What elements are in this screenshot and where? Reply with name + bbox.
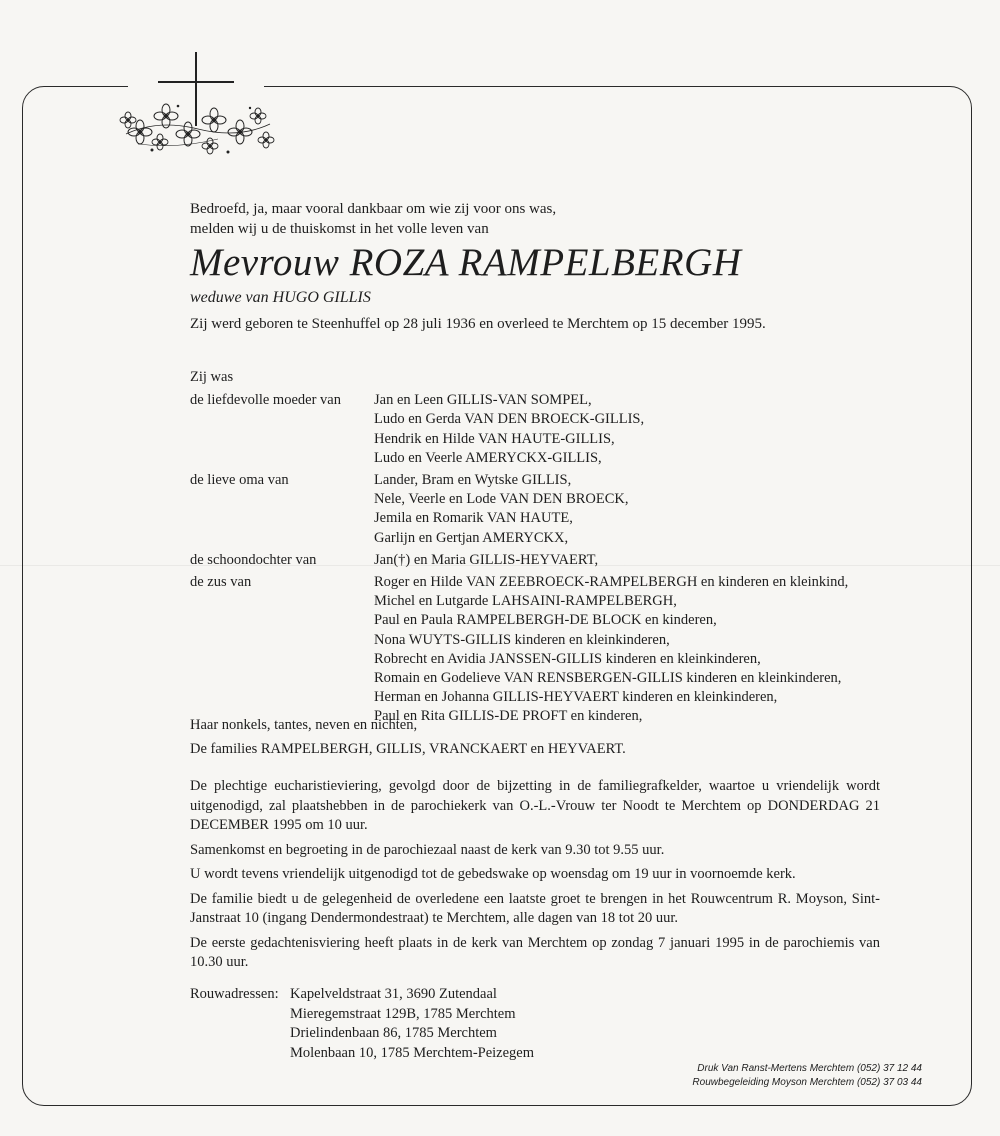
intro-line: melden wij u de thuiskomst in het volle leven van	[190, 220, 489, 237]
intro-line: Bedroefd, ja, maar vooral dankbaar om wie zij voor ons was,	[190, 201, 557, 217]
relation-name: Robrecht en Avidia JANSSEN-GILLIS kinderen en kleinkinderen,	[374, 650, 761, 667]
address-item: Kapelveldstraat 31, 3690 Zutendaal	[290, 986, 497, 1002]
address-item: Drielindenbaan 86, 1785 Merchtem	[290, 1025, 497, 1041]
relation-name: Michel en Lutgarde LAHSAINI-RAMPELBERGH,	[374, 593, 677, 610]
family-relations	[190, 368, 848, 730]
relation-label: de liefdevolle moeder van	[190, 392, 341, 409]
cross-icon-bar	[158, 81, 234, 83]
deceased-name: Mevrouw ROZA RAMPELBERGH	[190, 241, 742, 284]
ceremony-paragraph: De plechtige eucharistieviering, gevolgd door de bijzetting in de familiegrafkelder, waartoe u vriendelijk wordt uitgenodigd, zal plaatshebben in de parochiekerk van O.-L.-Vrouw ter Noodt te Merchtem op DONDERDAG 21 DECEMBER 1995 om 10 uur.	[190, 778, 880, 833]
ceremony-paragraph: Samenkomst en begroeting in de parochiezaal naast de kerk van 9.30 tot 9.55 uur.	[190, 841, 665, 858]
relation-name: Nele, Veerle en Lode VAN DEN BROECK,	[374, 491, 629, 508]
relation-label: de zus van	[190, 574, 252, 591]
relation-names	[374, 551, 598, 570]
relation-name: Paul en Rita GILLIS-DE PROFT en kinderen,	[374, 708, 643, 725]
relation-group-grandmother	[190, 471, 848, 548]
address-item: Mieregemstraat 129B, 1785 Merchtem	[290, 1005, 516, 1022]
extended-family	[190, 716, 626, 764]
birth-death-line: Zij werd geboren te Steenhuffel op 28 juli 1936 en overleed te Merchtem op 15 december 1995.	[190, 316, 766, 332]
relation-name: Jemila en Romarik VAN HAUTE,	[374, 510, 573, 527]
intro-text	[190, 200, 556, 239]
relation-name: Paul en Paula RAMPELBERGH-DE BLOCK en kinderen,	[374, 612, 717, 629]
relation-name: Roger en Hilde VAN ZEEBROECK-RAMPELBERGH en kinderen en kleinkind,	[374, 574, 849, 591]
extended-family-line: De families RAMPELBERGH, GILLIS, VRANCKAERT en HEYVAERT.	[190, 741, 626, 757]
relation-name: Ludo en Gerda VAN DEN BROECK-GILLIS,	[374, 411, 645, 428]
ceremony-paragraph: U wordt tevens vriendelijk uitgenodigd tot de gebedswake op woensdag om 19 uur in voornoemde kerk.	[190, 866, 796, 882]
relation-names	[374, 471, 629, 548]
relation-name: Ludo en Veerle AMERYCKX-GILLIS,	[374, 449, 602, 466]
addresses-label: Rouwadressen:	[190, 986, 279, 1002]
address-item: Molenbaan 10, 1785 Merchtem-Peizegem	[290, 1044, 535, 1061]
mourning-addresses	[190, 985, 534, 1063]
ceremony-paragraph: De familie biedt u de gelegenheid de overledene een laatste groet te brengen in het Rouwcentrum R. Moyson, Sint-Janstraat 10 (ingang Dendermondestraat) te Merchtem, alle dagen van 18 tot 20 uur.	[190, 890, 880, 926]
relation-name: Jan en Leen GILLIS-VAN SOMPEL,	[374, 392, 592, 409]
widow-of: weduwe van HUGO GILLIS	[190, 289, 371, 306]
extended-family-line: Haar nonkels, tantes, neven en nichten,	[190, 717, 418, 733]
relation-label: de schoondochter van	[190, 551, 317, 568]
relation-group-mother	[190, 391, 848, 468]
ceremony-details	[190, 777, 880, 978]
relations-intro: Zij was	[190, 369, 234, 385]
relation-name: Herman en Johanna GILLIS-HEYVAERT kinderen en kleinkinderen,	[374, 689, 778, 706]
relation-name: Garlijn en Gertjan AMERYCKX,	[374, 529, 569, 546]
printer-credit-line: Rouwbegeleiding Moyson Merchtem (052) 37 03 44	[692, 1077, 922, 1088]
relation-group-sister	[190, 573, 848, 727]
relation-group-daughter-in-law	[190, 551, 848, 570]
relation-name: Lander, Bram en Wytske GILLIS,	[374, 472, 572, 489]
printer-credits	[692, 1062, 922, 1090]
ceremony-paragraph: De eerste gedachtenisviering heeft plaats in de kerk van Merchtem op zondag 7 januari 1995 in de parochiemis van 10.30 uur.	[190, 934, 880, 970]
relation-names	[374, 573, 848, 727]
relation-name: Jan(†) en Maria GILLIS-HEYVAERT,	[374, 551, 599, 568]
relation-name: Nona WUYTS-GILLIS kinderen en kleinkinderen,	[374, 631, 670, 648]
relation-name: Romain en Godelieve VAN RENSBERGEN-GILLIS kinderen en kleinkinderen,	[374, 670, 842, 687]
flower-garland-icon	[118, 94, 278, 164]
relation-name: Hendrik en Hilde VAN HAUTE-GILLIS,	[374, 430, 615, 447]
relation-label: de lieve oma van	[190, 472, 289, 489]
relation-names	[374, 391, 644, 468]
printer-credit-line: Druk Van Ranst-Mertens Merchtem (052) 37 12 44	[697, 1063, 922, 1074]
address-list	[290, 985, 534, 1063]
